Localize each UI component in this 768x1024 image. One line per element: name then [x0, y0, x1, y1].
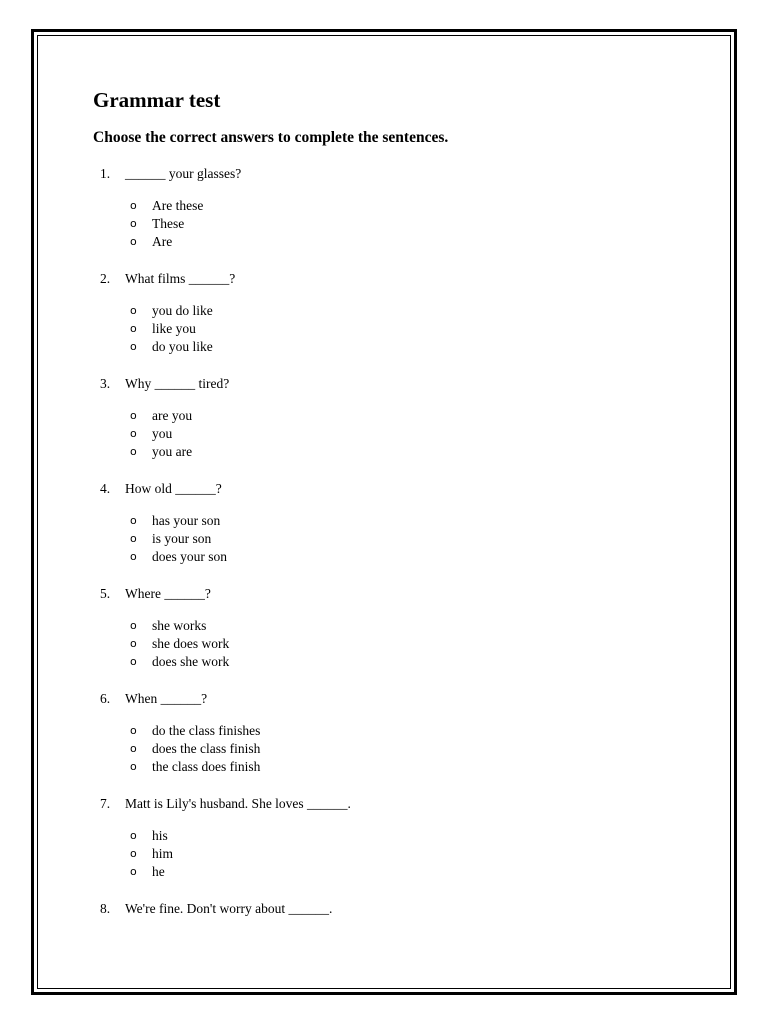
question-4: [93, 479, 713, 584]
circle-bullet-icon: o: [130, 742, 137, 755]
option-text: the class does finish: [152, 759, 261, 774]
option-text: Are these: [152, 198, 204, 213]
question-text: How old ______?: [125, 481, 222, 496]
circle-bullet-icon: o: [130, 304, 137, 317]
circle-bullet-icon: o: [130, 199, 137, 212]
option-text: do the class finishes: [152, 723, 261, 738]
question-number: 8.: [100, 901, 111, 916]
option-text: does she work: [152, 654, 230, 669]
option-text: like you: [152, 321, 196, 336]
circle-bullet-icon: o: [130, 340, 137, 353]
worksheet-content: [93, 86, 713, 1004]
question-1: [93, 164, 713, 269]
circle-bullet-icon: o: [130, 445, 137, 458]
question-text: Where ______?: [125, 586, 211, 601]
option-text: does your son: [152, 549, 227, 564]
option-text: him: [152, 846, 174, 861]
question-text: When ______?: [125, 691, 208, 706]
option-text: his: [152, 828, 168, 843]
question-7: [93, 794, 713, 899]
question-number: 7.: [100, 796, 111, 811]
question-number: 6.: [100, 691, 111, 706]
circle-bullet-icon: o: [130, 655, 137, 668]
instructions: Choose the correct answers to complete the sentences.: [93, 129, 449, 146]
circle-bullet-icon: o: [130, 235, 137, 248]
option-text: she does work: [152, 636, 230, 651]
question-text: Matt is Lily's husband. She loves ______.: [125, 796, 351, 811]
option-text: are you: [152, 408, 193, 423]
circle-bullet-icon: o: [130, 829, 137, 842]
option-text: you do like: [152, 303, 213, 318]
circle-bullet-icon: o: [130, 514, 137, 527]
question-number: 5.: [100, 586, 111, 601]
option-text: is your son: [152, 531, 212, 546]
circle-bullet-icon: o: [130, 865, 137, 878]
question-number: 3.: [100, 376, 111, 391]
circle-bullet-icon: o: [130, 532, 137, 545]
question-text: ______ your glasses?: [125, 166, 242, 181]
option-text: These: [152, 216, 185, 231]
question-text: What films ______?: [125, 271, 236, 286]
option-text: has your son: [152, 513, 221, 528]
question-number: 2.: [100, 271, 111, 286]
question-number: 4.: [100, 481, 111, 496]
circle-bullet-icon: o: [130, 760, 137, 773]
question-8: [93, 899, 713, 1004]
circle-bullet-icon: o: [130, 217, 137, 230]
option-text: do you like: [152, 339, 213, 354]
circle-bullet-icon: o: [130, 409, 137, 422]
question-list: [93, 164, 713, 1004]
circle-bullet-icon: o: [130, 724, 137, 737]
page-title: Grammar test: [93, 88, 221, 112]
circle-bullet-icon: o: [130, 619, 137, 632]
circle-bullet-icon: o: [130, 847, 137, 860]
question-number: 1.: [100, 166, 111, 181]
circle-bullet-icon: o: [130, 637, 137, 650]
option-text: you are: [152, 444, 193, 459]
circle-bullet-icon: o: [130, 427, 137, 440]
question-5: [93, 584, 713, 689]
option-text: Are: [152, 234, 173, 249]
option-text: he: [152, 864, 165, 879]
circle-bullet-icon: o: [130, 550, 137, 563]
question-text: Why ______ tired?: [125, 376, 230, 391]
question-text: We're fine. Don't worry about ______.: [125, 901, 333, 916]
option-text: does the class finish: [152, 741, 261, 756]
question-6: [93, 689, 713, 794]
option-text: you: [152, 426, 173, 441]
question-3: [93, 374, 713, 479]
circle-bullet-icon: o: [130, 322, 137, 335]
question-2: [93, 269, 713, 374]
option-text: she works: [152, 618, 207, 633]
